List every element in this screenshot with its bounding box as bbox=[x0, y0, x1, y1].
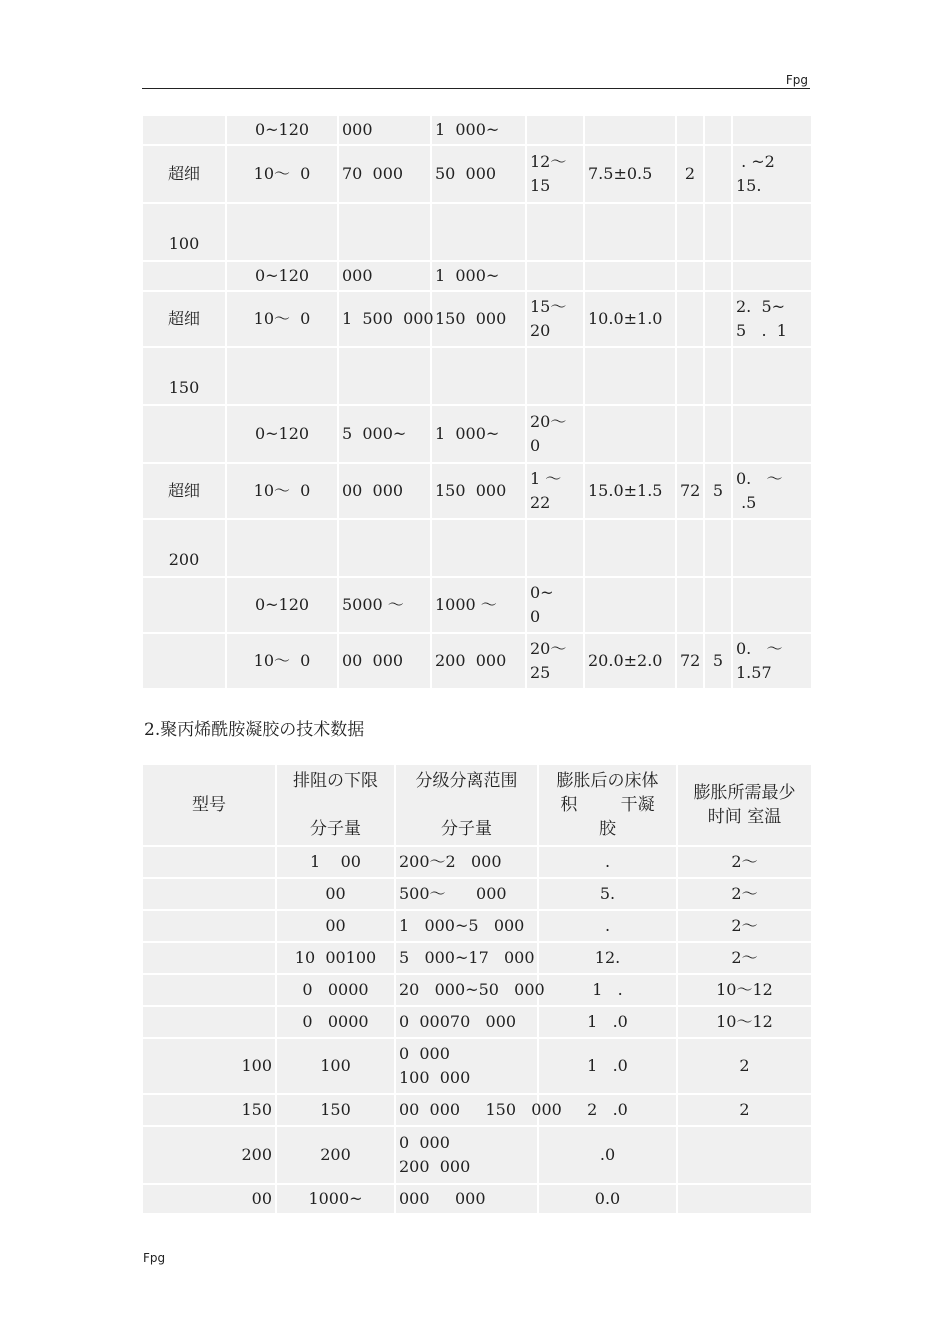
table-cell: 000 bbox=[338, 115, 431, 145]
table-cell bbox=[431, 519, 526, 577]
table-cell: 超细 bbox=[142, 291, 226, 347]
table-cell: 10～ 0 bbox=[226, 145, 338, 203]
table-cell bbox=[704, 203, 732, 261]
table-row bbox=[142, 405, 812, 463]
table-row bbox=[142, 1184, 812, 1214]
table-cell bbox=[704, 145, 732, 203]
column-header: 膨胀所需最少 时间 室温 bbox=[677, 764, 812, 846]
table-cell bbox=[732, 577, 812, 633]
page-header bbox=[142, 70, 810, 89]
table-cell bbox=[704, 261, 732, 291]
table-cell: 12～ 15 bbox=[526, 145, 584, 203]
column-header: 分级分离范围 分子量 bbox=[395, 764, 538, 846]
table-header-row bbox=[142, 764, 812, 846]
table-cell bbox=[676, 291, 704, 347]
table-cell: 1 000~5 000 bbox=[395, 910, 538, 942]
table-cell bbox=[226, 519, 338, 577]
table-cell: 0. ～ 1.57 bbox=[732, 633, 812, 689]
table-cell: 150 bbox=[142, 1094, 276, 1126]
table-cell bbox=[226, 347, 338, 405]
table-cell: 200 000 bbox=[431, 633, 526, 689]
table-cell: 1 .0 bbox=[538, 1038, 677, 1094]
table-cell bbox=[584, 203, 676, 261]
table-cell: 2 bbox=[676, 145, 704, 203]
table-cell: 5 000~ bbox=[338, 405, 431, 463]
table-cell: 0 0000 bbox=[276, 1006, 395, 1038]
table-cell bbox=[704, 115, 732, 145]
table-cell: 0 00070 000 bbox=[395, 1006, 538, 1038]
table-cell: 2～ bbox=[677, 910, 812, 942]
table-cell bbox=[676, 347, 704, 405]
table-cell: 1000~ bbox=[276, 1184, 395, 1214]
table-cell bbox=[338, 347, 431, 405]
header-text: Fpg bbox=[785, 73, 808, 87]
table-cell bbox=[142, 405, 226, 463]
table-row bbox=[142, 203, 812, 261]
table-cell: 2. 5~ 5 . 1 bbox=[732, 291, 812, 347]
table-cell bbox=[584, 405, 676, 463]
table-cell bbox=[431, 347, 526, 405]
table-cell bbox=[338, 519, 431, 577]
table-cell: 20.0±2.0 bbox=[584, 633, 676, 689]
column-header: 排阻の下限 分子量 bbox=[276, 764, 395, 846]
section-title: 2.聚丙烯酰胺凝胶の技术数据 bbox=[144, 720, 365, 740]
table-cell bbox=[526, 519, 584, 577]
table-cell: 100 bbox=[276, 1038, 395, 1094]
table-cell bbox=[226, 203, 338, 261]
table-cell bbox=[526, 347, 584, 405]
table-cell: 2 .0 bbox=[538, 1094, 677, 1126]
table-cell bbox=[431, 203, 526, 261]
table-cell bbox=[732, 115, 812, 145]
table-cell: 15.0±1.5 bbox=[584, 463, 676, 519]
table-cell bbox=[732, 347, 812, 405]
table-cell: 200 bbox=[142, 1126, 276, 1184]
table-cell: 200～2 000 bbox=[395, 846, 538, 878]
table-cell: 20～ 0 bbox=[526, 405, 584, 463]
table-cell bbox=[676, 261, 704, 291]
table-cell: 10～12 bbox=[677, 974, 812, 1006]
table-row bbox=[142, 1094, 812, 1126]
table-cell: 1 000~ bbox=[431, 261, 526, 291]
table-cell bbox=[142, 1006, 276, 1038]
table-cell bbox=[704, 577, 732, 633]
table-cell: 5 000~17 000 bbox=[395, 942, 538, 974]
table-cell bbox=[677, 1184, 812, 1214]
table-cell: 10.0±1.0 bbox=[584, 291, 676, 347]
table-cell: 12. bbox=[538, 942, 677, 974]
table-cell bbox=[142, 846, 276, 878]
table-cell bbox=[584, 115, 676, 145]
table-cell bbox=[732, 203, 812, 261]
table-cell: 72 bbox=[676, 463, 704, 519]
table-cell: 10～12 bbox=[677, 1006, 812, 1038]
table-cell bbox=[584, 577, 676, 633]
table-cell: 1 . bbox=[538, 974, 677, 1006]
table-cell bbox=[676, 203, 704, 261]
table-row bbox=[142, 1006, 812, 1038]
table-cell: 5. bbox=[538, 878, 677, 910]
table-row bbox=[142, 115, 812, 145]
table-cell: 0. ～ .5 bbox=[732, 463, 812, 519]
table-cell bbox=[677, 1126, 812, 1184]
table-cell: 00 bbox=[276, 910, 395, 942]
table-cell: 000 bbox=[338, 261, 431, 291]
table-cell bbox=[676, 577, 704, 633]
table-row bbox=[142, 633, 812, 689]
table-cell: 70 000 bbox=[338, 145, 431, 203]
table-cell: 1 000~ bbox=[431, 115, 526, 145]
table-cell: 2～ bbox=[677, 846, 812, 878]
table-cell: 0 000 100 000 bbox=[395, 1038, 538, 1094]
table-row bbox=[142, 577, 812, 633]
table-row bbox=[142, 974, 812, 1006]
table-cell: 5 bbox=[704, 463, 732, 519]
table-cell: 0~120 bbox=[226, 405, 338, 463]
table-cell: 2～ bbox=[677, 942, 812, 974]
table-cell bbox=[732, 405, 812, 463]
table-cell bbox=[732, 519, 812, 577]
table-cell: 1 ～ 22 bbox=[526, 463, 584, 519]
table-cell: 2 bbox=[677, 1038, 812, 1094]
table-cell bbox=[704, 405, 732, 463]
table-cell: 0.0 bbox=[538, 1184, 677, 1214]
table-cell: 500～ 000 bbox=[395, 878, 538, 910]
table-cell bbox=[338, 203, 431, 261]
table-cell bbox=[142, 577, 226, 633]
table-cell: 00 bbox=[142, 1184, 276, 1214]
table-row bbox=[142, 1126, 812, 1184]
table-cell bbox=[584, 347, 676, 405]
table-cell: 00 000 bbox=[338, 633, 431, 689]
table-cell bbox=[526, 261, 584, 291]
table-cell bbox=[142, 633, 226, 689]
table-cell: 超细 bbox=[142, 463, 226, 519]
table-cell: 00 000 bbox=[338, 463, 431, 519]
table-row bbox=[142, 846, 812, 878]
table-cell: 20～ 25 bbox=[526, 633, 584, 689]
table-cell: 150 bbox=[142, 347, 226, 405]
table-cell: 0~120 bbox=[226, 577, 338, 633]
table-cell: 200 bbox=[276, 1126, 395, 1184]
table-cell bbox=[676, 405, 704, 463]
table-cell: 100 bbox=[142, 203, 226, 261]
table-cell: 150 bbox=[276, 1094, 395, 1126]
table-cell: 00 bbox=[276, 878, 395, 910]
column-header: 型号 bbox=[142, 764, 276, 846]
table-cell: 72 bbox=[676, 633, 704, 689]
table-cell bbox=[676, 115, 704, 145]
table-cell bbox=[142, 942, 276, 974]
table-cell: . ~2 15. bbox=[732, 145, 812, 203]
table-cell: 0~ 0 bbox=[526, 577, 584, 633]
table-cell: 2～ bbox=[677, 878, 812, 910]
table-cell: 10～ 0 bbox=[226, 633, 338, 689]
table-cell: 1 000~ bbox=[431, 405, 526, 463]
table-cell: 10～ 0 bbox=[226, 291, 338, 347]
table-cell: 20 000~50 000 bbox=[395, 974, 538, 1006]
table-cell: 5 bbox=[704, 633, 732, 689]
table-cell: . bbox=[538, 846, 677, 878]
table-row bbox=[142, 261, 812, 291]
table-cell bbox=[704, 291, 732, 347]
table-cell bbox=[142, 974, 276, 1006]
table-row bbox=[142, 145, 812, 203]
table-cell: 150 000 bbox=[431, 463, 526, 519]
table-cell: 10 00100 bbox=[276, 942, 395, 974]
table-cell: 1 .0 bbox=[538, 1006, 677, 1038]
table-cell: 0 0000 bbox=[276, 974, 395, 1006]
table-row bbox=[142, 463, 812, 519]
table-cell: 50 000 bbox=[431, 145, 526, 203]
table-cell: 100 bbox=[142, 1038, 276, 1094]
gel-table-1 bbox=[141, 114, 813, 690]
table-cell bbox=[704, 519, 732, 577]
table-row bbox=[142, 878, 812, 910]
table-cell bbox=[584, 519, 676, 577]
table-cell: 1000 ～ bbox=[431, 577, 526, 633]
table-cell bbox=[526, 203, 584, 261]
page-footer: Fpg bbox=[143, 1251, 166, 1265]
table-cell bbox=[676, 519, 704, 577]
table-cell: 7.5±0.5 bbox=[584, 145, 676, 203]
column-header: 膨胀后の床体 积 干凝 胶 bbox=[538, 764, 677, 846]
table-cell: 0 000 200 000 bbox=[395, 1126, 538, 1184]
table-row bbox=[142, 291, 812, 347]
table-cell bbox=[526, 115, 584, 145]
polyacrylamide-gel-table bbox=[141, 763, 813, 1215]
table-cell: 超细 bbox=[142, 145, 226, 203]
table-cell bbox=[142, 115, 226, 145]
table-cell: 1 00 bbox=[276, 846, 395, 878]
table-cell bbox=[584, 261, 676, 291]
table-row bbox=[142, 1038, 812, 1094]
table-cell bbox=[142, 261, 226, 291]
table-cell bbox=[142, 878, 276, 910]
table-cell: 000 000 bbox=[395, 1184, 538, 1214]
table-row bbox=[142, 910, 812, 942]
table-cell: 15～ 20 bbox=[526, 291, 584, 347]
table-cell: 150 000 bbox=[431, 291, 526, 347]
table-row bbox=[142, 942, 812, 974]
table-cell: 0~120 bbox=[226, 115, 338, 145]
table-cell: 2 bbox=[677, 1094, 812, 1126]
table-cell: .0 bbox=[538, 1126, 677, 1184]
table-cell: . bbox=[538, 910, 677, 942]
table-row bbox=[142, 519, 812, 577]
table-cell bbox=[142, 910, 276, 942]
table-row bbox=[142, 347, 812, 405]
table-cell: 00 000 150 000 bbox=[395, 1094, 538, 1126]
table-cell: 5000 ～ bbox=[338, 577, 431, 633]
table-cell bbox=[704, 347, 732, 405]
table-cell: 0~120 bbox=[226, 261, 338, 291]
table-cell: 1 500 000 bbox=[338, 291, 431, 347]
table-cell: 200 bbox=[142, 519, 226, 577]
table-cell: 10～ 0 bbox=[226, 463, 338, 519]
table-cell bbox=[732, 261, 812, 291]
